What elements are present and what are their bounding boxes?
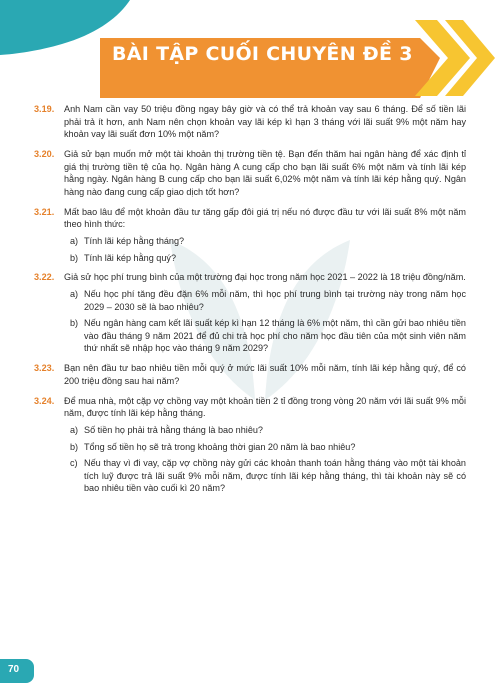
subquestion-label: a) [70,235,79,246]
subquestion-text: Nếu ngân hàng cam kết lãi suất kép kì hạn 12 tháng là 6% một năm, thì cần gửi bao nhiêu tiền vào đầu tháng 9 năm 2021 để đủ chi trả học phí cho năm học đầu tiên của một sinh viên năm thứ nhất sẽ nhập học vào tháng 9 năm 2029? [84,318,466,354]
subquestion-label: a) [70,424,79,435]
exercise-text: Anh Nam cần vay 50 triệu đồng ngay bây giờ và có thể trả khoản vay sau 6 tháng. Để số tiền lãi phải trả ít hơn, anh Nam nên chọn khoản vay lãi kép kì hạn 3 tháng với lãi suất 9% một năm hay khoản vay lãi suất đơn 10% một năm? [64,104,466,140]
subquestion-label: a) [70,289,79,300]
exercise-item [34,206,466,264]
exercise-subquestion [64,288,466,313]
subquestion-text: Tổng số tiền họ sẽ trả trong khoảng thời gian 20 năm là bao nhiêu? [84,441,356,452]
subquestion-label: c) [70,458,78,469]
exercise-text: Giả sử bạn muốn mở một tài khoản thị trường tiền tệ. Bạn đến thăm hai ngân hàng để xác định tỉ giá thị trường tiền tệ của họ. Ngân hàng A cung cấp cho bạn lãi suất 6% một năm và tính lãi kép hằng ngày. Ngân hàng B cung cấp cho bạn lãi suất 6,02% một năm và tính lãi kép hằng quý. Ngân hàng nào đang cung cấp giao dịch tốt hơn? [64,149,466,197]
page-number: 70 [8,664,20,675]
subquestion-label: b) [70,441,79,452]
exercise-number: 3.24. [34,395,55,406]
exercise-number: 3.22. [34,272,55,283]
exercise-number: 3.19. [34,104,55,114]
subquestion-text: Tính lãi kép hằng quý? [84,252,177,263]
exercise-subquestion [64,424,466,437]
subquestion-label: b) [70,318,79,329]
exercise-text: Để mua nhà, một cặp vợ chồng vay một khoản tiền 2 tỉ đồng trong vòng 20 năm với lãi suất 9% mỗi năm, được tính lãi kép hằng tháng. [64,395,466,419]
exercise-subquestion [64,441,466,454]
exercise-item [34,362,466,387]
exercise-subquestion [64,317,466,355]
chapter-header [0,0,495,100]
exercise-text: Mất bao lâu để một khoản đầu tư tăng gấp đôi giá trị nếu nó được đầu tư với lãi suất 8% một năm theo hình thức: [64,206,466,230]
subquestion-text: Nếu thay vì đi vay, cặp vợ chồng này gửi các khoản thanh toán hằng tháng vào một tài khoản tích luỹ được trả lãi suất 9% mỗi năm, được tính lãi kép hằng tháng, thì tài khoản này sẽ có bao nhiêu tiền vào cuối kì 20 năm? [84,458,466,494]
exercise-item [34,103,466,141]
subquestion-label: b) [70,252,79,263]
exercise-item [34,395,466,495]
subquestion-text: Nếu học phí tăng đều đặn 6% mỗi năm, thì học phí trung bình tại trường này trong năm học 2029 – 2030 sẽ là bao nhiêu? [84,289,466,312]
exercise-number: 3.20. [34,149,55,160]
subquestion-text: Tính lãi kép hằng tháng? [84,235,185,246]
exercise-number: 3.21. [34,206,55,217]
exercise-subquestion [64,235,466,248]
exercise-item [34,148,466,198]
exercise-subquestion [64,457,466,495]
exercise-text: Giả sử học phí trung bình của một trường đại học trong năm học 2021 – 2022 là 18 triệu đồng/năm. [64,272,466,283]
exercise-list [34,103,466,502]
exercise-item [34,271,466,355]
exercise-text: Bạn nên đầu tư bao nhiêu tiền mỗi quý ở mức lãi suất 10% mỗi năm, tính lãi kép hằng quý, để có 200 triệu đồng sau hai năm? [64,363,466,386]
page-number-tab [0,659,34,683]
subquestion-text: Số tiền họ phải trả hằng tháng là bao nhiêu? [84,424,263,435]
exercise-number: 3.23. [34,363,55,374]
chapter-title: BÀI TẬP CUỐI CHUYÊN ĐỀ 3 [112,43,413,65]
exercise-subquestion [64,252,466,265]
